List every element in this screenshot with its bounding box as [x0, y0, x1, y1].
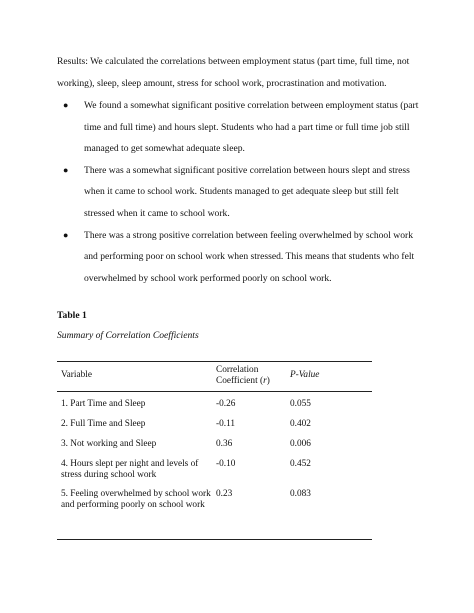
table-cell-coef: -0.26 — [216, 399, 236, 409]
table-cell-pvalue: 0.083 — [290, 489, 311, 499]
table-cell-variable: 1. Part Time and Sleep — [61, 399, 146, 409]
table-cell-pvalue: 0.452 — [290, 459, 311, 469]
header-correlation — [216, 365, 286, 387]
header-variable: Variable — [61, 370, 92, 380]
table-cell-variable: 3. Not working and Sleep — [61, 439, 157, 449]
header-pvalue: P-Value — [290, 370, 320, 380]
bullet-icon: ● — [63, 164, 69, 175]
bullet-icon: ● — [63, 100, 69, 110]
results-bullet-list — [57, 95, 422, 289]
table-cell-coef: 0.23 — [216, 489, 233, 499]
header-correlation-line2: Coefficient ( — [216, 376, 264, 386]
table-cell-variable: 4. Hours slept per night and levels of stress during school work — [61, 459, 199, 480]
results-bullet-item — [57, 95, 422, 160]
header-correlation-close: ) — [266, 376, 270, 386]
table-caption: Summary of Correlation Coefficients — [57, 330, 199, 341]
table-cell-coef: -0.11 — [216, 419, 236, 429]
table-header-rule — [57, 391, 372, 392]
header-correlation-line1: Correlation — [216, 365, 259, 375]
table-cell-coef: -0.10 — [216, 459, 236, 469]
bullet-text: There was a somewhat significant positive correlation between hours slept and stress when it came to school work. Students managed to get adequate sleep but still felt stressed when it came to school work. — [84, 164, 410, 219]
header-correlation-r: r — [263, 376, 267, 386]
table-cell-pvalue: 0.402 — [290, 419, 311, 429]
table-bottom-rule — [57, 539, 372, 540]
table-cell-variable: 5. Feeling overwhelmed by school work and performing poorly on school work — [61, 489, 211, 510]
table-cell-pvalue: 0.055 — [290, 399, 311, 409]
table-cell-coef: 0.36 — [216, 439, 233, 449]
table-top-rule — [57, 361, 372, 362]
table-number: Table 1 — [57, 310, 87, 321]
table-cell-pvalue: 0.006 — [290, 439, 311, 449]
table-cell-variable: 2. Full Time and Sleep — [61, 419, 146, 429]
results-bullet-item — [57, 225, 422, 290]
bullet-icon: ● — [63, 229, 69, 240]
results-bullet-item — [57, 160, 422, 225]
bullet-text: There was a strong positive correlation between feeling overwhelmed by school work and performing poor on school work when stressed. This means that students who felt overwhelmed by school work performed poorly on school work. — [84, 229, 415, 284]
bullet-text: We found a somewhat significant positive correlation between employment status (part time and full time) and hours slept. Students who had a part time or full time job still managed to get somewhat adequate sleep. — [84, 100, 419, 155]
results-intro: Results: We calculated the correlations between employment status (part time, full time, not working), sleep, sleep amount, stress for school work, procrastination and motivation. — [57, 56, 410, 89]
